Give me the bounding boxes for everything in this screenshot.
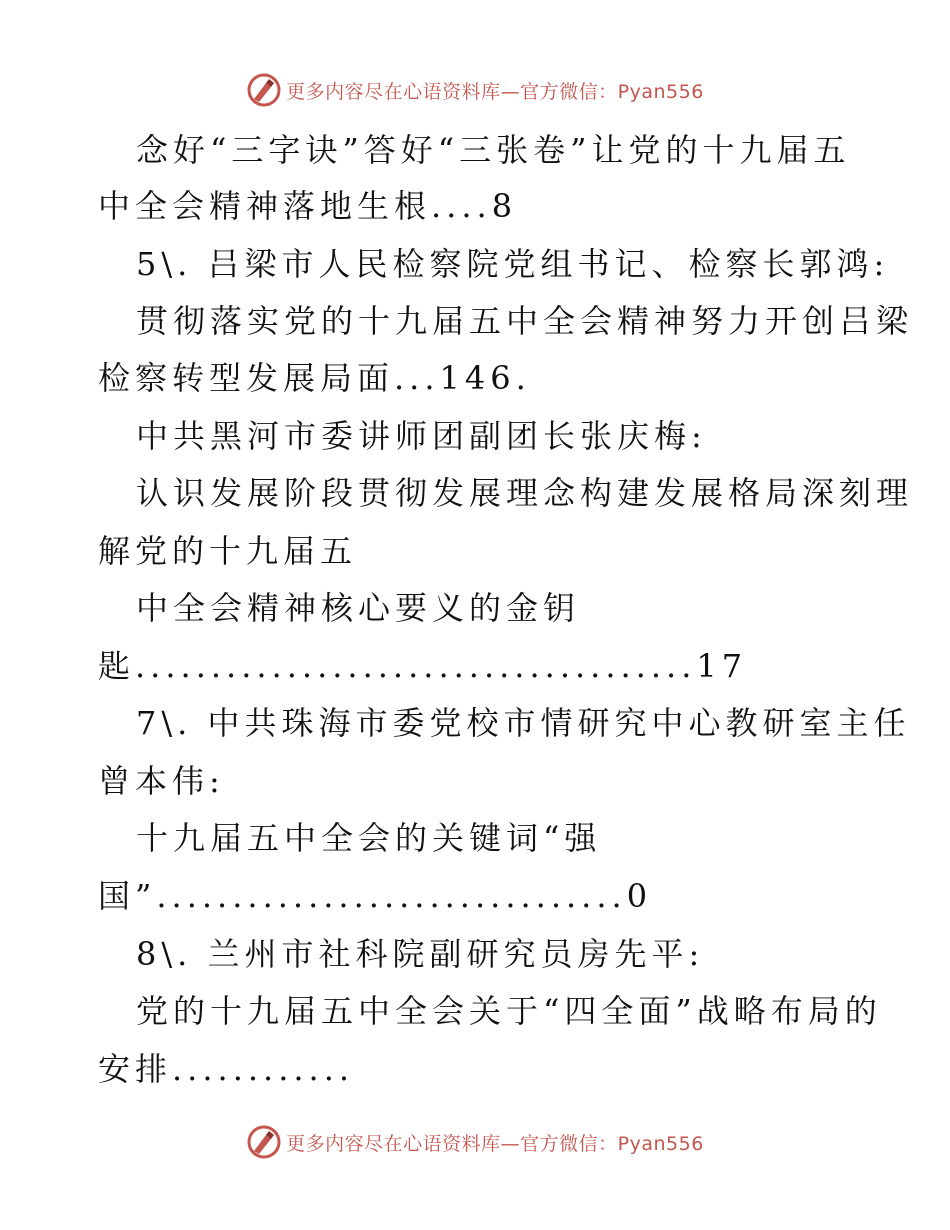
text-line: 中全会精神落地生根....8: [98, 187, 518, 225]
text-line: 检察转型发展局面...146.: [98, 359, 531, 397]
text-line: 匙.....................................17: [98, 647, 748, 685]
text-line: 7\. 中共珠海市委党校市情研究中心教研室主任: [136, 704, 911, 742]
text-line: 解党的十九届五: [98, 532, 358, 570]
text-line: 国”...............................0: [98, 877, 653, 915]
footer-watermark: [0, 1124, 950, 1160]
text-line: 5\. 吕梁市人民检察院党组书记、检察长郭鸿:: [136, 245, 890, 283]
text-line: 中全会精神核心要义的金钥: [136, 589, 581, 627]
watermark-text: 更多内容尽在心语资料库—官方微信：Pyan556: [286, 80, 704, 103]
pen-logo-icon: [246, 72, 282, 108]
text-line: 十九届五中全会的关键词“强: [136, 819, 602, 857]
text-line: 认识发展阶段贯彻发展理念构建发展格局深刻理: [136, 474, 914, 512]
text-line: 曾本伟:: [98, 762, 225, 800]
text-line: 8\. 兰州市社科院副研究员房先平:: [136, 935, 705, 973]
text-line: 中共黑河市委讲师团副团长张庆梅:: [136, 417, 707, 455]
text-line: 党的十九届五中全会关于“四全面”战略布局的: [136, 992, 882, 1030]
watermark-text: 更多内容尽在心语资料库—官方微信：Pyan556: [286, 1132, 704, 1155]
header-watermark: [0, 72, 950, 108]
text-line: 安排............: [98, 1050, 355, 1088]
text-line: 念好“三字诀”答好“三张卷”让党的十九届五: [136, 131, 851, 169]
text-line: 贯彻落实党的十九届五中全会精神努力开创吕梁: [136, 302, 914, 340]
pen-logo-icon: [246, 1124, 282, 1160]
